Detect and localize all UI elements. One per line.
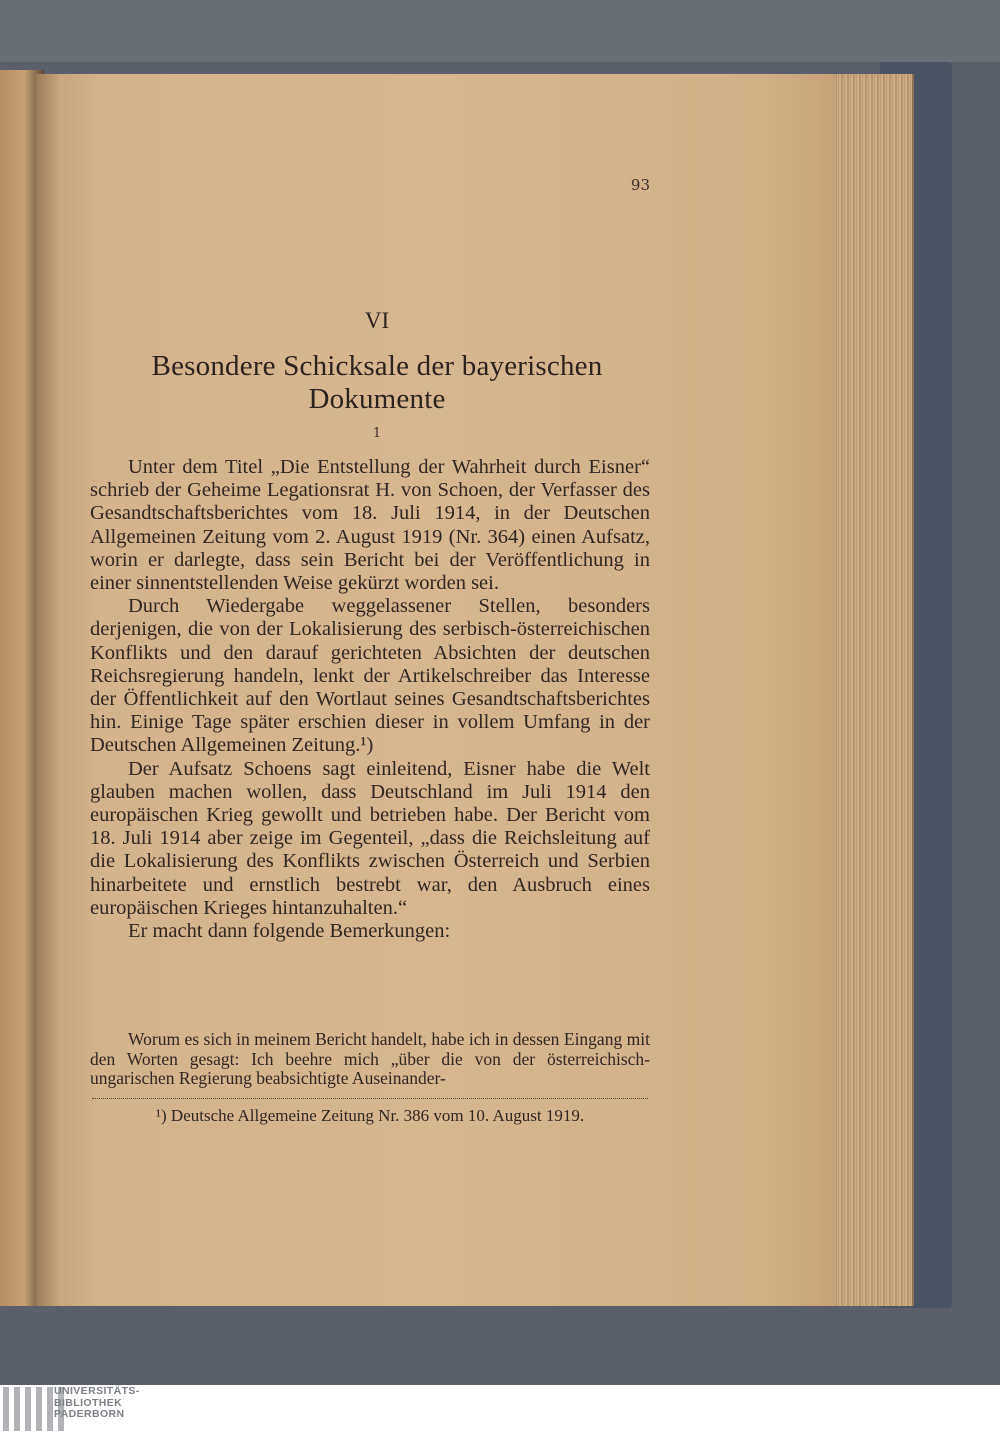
chapter-number: VI <box>364 308 390 333</box>
scan-background <box>0 0 1000 62</box>
quote-text: Worum es sich in meinem Bericht handelt, habe ich in dessen Eingang mit den Worten gesagt: Ich beehre mich „über die von der österreichisch-ungarischen Regierung beabsichtigte Auseinander- <box>90 1029 650 1088</box>
footnote: ¹) Deutsche Allgemeine Zeitung Nr. 386 vom 10. August 1919. <box>155 1106 585 1125</box>
library-name-line: BIBLIOTHEK <box>54 1396 123 1409</box>
library-name-line: PADERBORN <box>54 1408 125 1420</box>
block-quote <box>90 1030 650 1089</box>
library-footer <box>0 1385 1000 1435</box>
paragraph: Der Aufsatz Schoens sagt einleitend, Eisner habe die Welt glauben machen wollen, dass Deutschland im Juli 1914 den europäischen Krieg gewollt und betrieben habe. Der Bericht vom 18. Juli 1914 aber zeige im Gegenteil, „dass die Reichsleitung auf die Lokalisierung des Konflikts zwischen Österreich und Serbien hinarbeitete und ernstlich bestrebt war, den Ausbruch eines europäischen Krieges hintanzuhalten.“ <box>90 757 650 919</box>
chapter-title: Besondere Schicksale der bayerischen Dokumente <box>151 350 603 415</box>
page-number: 93 <box>630 176 650 194</box>
body-text <box>90 456 650 943</box>
footnote-rule <box>92 1098 648 1099</box>
library-name <box>54 1386 140 1421</box>
paragraph: Er macht dann folgende Bemerkungen: <box>128 920 451 943</box>
library-name-line: UNIVERSITÄTS- <box>54 1385 140 1397</box>
section-number: 1 <box>372 426 382 441</box>
paragraph: Durch Wiedergabe weggelassener Stellen, besonders derjenigen, die von der Lokalisierung des serbisch-österreichischen Konflikts und den darauf gerichteten Absichten der deutschen Reichsregierung handeln, lenkt der Artikelschreiber das Interesse der Öffentlichkeit auf den Wortlaut seines Gesandtschaftsberichtes hin. Einige Tage später erschien dieser in vollem Umfang in der Deutschen Allgemeinen Zeitung.¹) <box>90 595 650 757</box>
paragraph: Unter dem Titel „Die Entstellung der Wahrheit durch Eisner“ schrieb der Geheime Legationsrat H. von Schoen, der Verfasser des Gesandtschaftsberichtes vom 18. Juli 1914, in der Deutschen Allgemeinen Zeitung vom 2. August 1919 (Nr. 364) einen Aufsatz, worin er darlegte, dass sein Bericht bei der Veröffentlichung in einer sinnentstellenden Weise gekürzt worden sei. <box>90 456 650 595</box>
